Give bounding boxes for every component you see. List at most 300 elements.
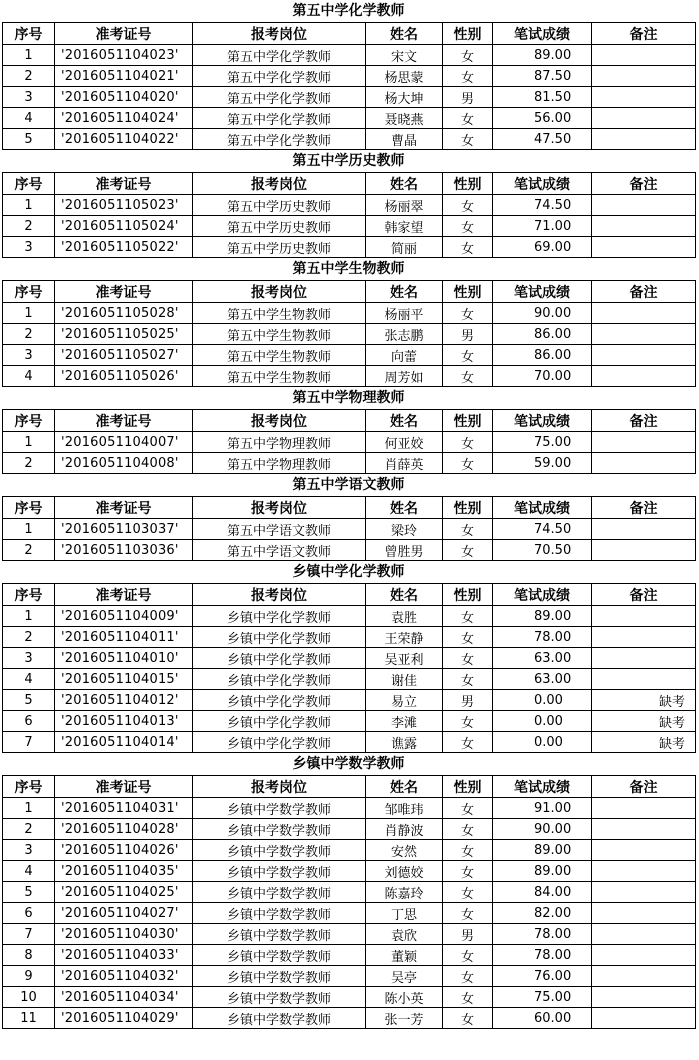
cell-name: 何亚姣 [366,432,443,453]
table-row [3,627,696,648]
header-seq: 序号 [3,497,55,519]
cell-gender: 女 [443,1008,493,1029]
table-row [3,669,696,690]
cell-gender: 女 [443,882,493,903]
section-title: 第五中学化学教师 [292,3,405,19]
cell-score: 89.00 [493,606,592,627]
header-id: 准考证号 [55,23,193,45]
cell-gender: 女 [443,129,493,150]
cell-score: 63.00 [493,648,592,669]
cell-score: 76.00 [493,966,592,987]
cell-score: 82.00 [493,903,592,924]
cell-score: 87.50 [493,66,592,87]
score-table [2,280,696,387]
cell-post: 第五中学语文教师 [193,540,366,561]
cell-id: '2016051104035' [55,861,193,882]
table-row [3,732,696,753]
header-gender: 性别 [443,776,493,798]
cell-name: 张一芳 [366,1008,443,1029]
cell-seq: 6 [3,903,55,924]
section-title: 第五中学语文教师 [292,477,405,493]
header-id: 准考证号 [55,776,193,798]
cell-note [592,648,696,669]
cell-score: 84.00 [493,882,592,903]
cell-post: 乡镇中学化学教师 [193,690,366,711]
cell-gender: 女 [443,540,493,561]
cell-score: 86.00 [493,324,592,345]
cell-seq: 6 [3,711,55,732]
cell-note [592,366,696,387]
cell-post: 乡镇中学数学教师 [193,840,366,861]
cell-seq: 4 [3,108,55,129]
cell-name: 袁欣 [366,924,443,945]
cell-id: '2016051104021' [55,66,193,87]
cell-score: 69.00 [493,237,592,258]
header-score: 笔试成绩 [493,281,592,303]
cell-name: 丁思 [366,903,443,924]
header-score: 笔试成绩 [493,776,592,798]
header-name: 姓名 [366,281,443,303]
cell-note [592,129,696,150]
header-seq: 序号 [3,281,55,303]
table-row [3,519,696,540]
header-row [3,410,696,432]
cell-score: 70.00 [493,366,592,387]
cell-score: 86.00 [493,345,592,366]
header-row [3,281,696,303]
cell-name: 简丽 [366,237,443,258]
cell-seq: 2 [3,66,55,87]
cell-note [592,1008,696,1029]
cell-note: 缺考 [592,690,696,711]
cell-post: 乡镇中学化学教师 [193,648,366,669]
cell-gender: 女 [443,108,493,129]
cell-note [592,669,696,690]
cell-post: 乡镇中学化学教师 [193,732,366,753]
header-id: 准考证号 [55,173,193,195]
table-row [3,345,696,366]
cell-score: 70.50 [493,540,592,561]
cell-id: '2016051104032' [55,966,193,987]
cell-name: 周芳如 [366,366,443,387]
cell-post: 乡镇中学化学教师 [193,711,366,732]
cell-gender: 女 [443,732,493,753]
header-post: 报考岗位 [193,281,366,303]
cell-name: 杨思蒙 [366,66,443,87]
cell-gender: 女 [443,945,493,966]
cell-id: '2016051105027' [55,345,193,366]
header-row [3,23,696,45]
cell-score: 90.00 [493,819,592,840]
score-table [2,496,696,561]
score-sheet [2,0,695,1029]
cell-gender: 女 [443,66,493,87]
header-seq: 序号 [3,584,55,606]
table-row [3,690,696,711]
header-id: 准考证号 [55,497,193,519]
cell-name: 易立 [366,690,443,711]
header-post: 报考岗位 [193,776,366,798]
cell-name: 韩家望 [366,216,443,237]
cell-id: '2016051104028' [55,819,193,840]
cell-gender: 女 [443,216,493,237]
cell-gender: 女 [443,711,493,732]
cell-post: 第五中学语文教师 [193,519,366,540]
cell-id: '2016051104007' [55,432,193,453]
cell-score: 91.00 [493,798,592,819]
cell-name: 曹晶 [366,129,443,150]
cell-post: 第五中学物理教师 [193,432,366,453]
cell-id: '2016051103036' [55,540,193,561]
header-name: 姓名 [366,584,443,606]
cell-note: 缺考 [592,711,696,732]
cell-id: '2016051104023' [55,45,193,66]
header-post: 报考岗位 [193,410,366,432]
cell-name: 肖薛英 [366,453,443,474]
cell-post: 乡镇中学数学教师 [193,819,366,840]
header-note: 备注 [592,173,696,195]
cell-id: '2016051104012' [55,690,193,711]
cell-id: '2016051105025' [55,324,193,345]
cell-id: '2016051104025' [55,882,193,903]
cell-gender: 女 [443,432,493,453]
cell-note [592,840,696,861]
table-row [3,819,696,840]
cell-id: '2016051104024' [55,108,193,129]
table-row [3,237,696,258]
header-post: 报考岗位 [193,584,366,606]
header-post: 报考岗位 [193,497,366,519]
table-row [3,648,696,669]
cell-note [592,819,696,840]
cell-id: '2016051105026' [55,366,193,387]
cell-name: 谢佳 [366,669,443,690]
cell-note [592,216,696,237]
cell-note [592,882,696,903]
cell-gender: 女 [443,627,493,648]
cell-post: 第五中学历史教师 [193,195,366,216]
header-name: 姓名 [366,173,443,195]
header-score: 笔试成绩 [493,23,592,45]
cell-gender: 男 [443,690,493,711]
cell-seq: 4 [3,861,55,882]
cell-post: 第五中学化学教师 [193,87,366,108]
cell-id: '2016051104022' [55,129,193,150]
header-post: 报考岗位 [193,173,366,195]
table-row [3,840,696,861]
cell-note [592,432,696,453]
cell-note [592,66,696,87]
cell-name: 张志鹏 [366,324,443,345]
header-gender: 性别 [443,281,493,303]
table-row [3,129,696,150]
cell-note [592,237,696,258]
cell-post: 第五中学化学教师 [193,45,366,66]
header-seq: 序号 [3,776,55,798]
header-id: 准考证号 [55,410,193,432]
cell-post: 乡镇中学数学教师 [193,798,366,819]
cell-gender: 女 [443,366,493,387]
header-name: 姓名 [366,410,443,432]
cell-note [592,945,696,966]
cell-post: 乡镇中学数学教师 [193,945,366,966]
cell-score: 56.00 [493,108,592,129]
cell-gender: 女 [443,648,493,669]
cell-id: '2016051105023' [55,195,193,216]
cell-name: 曾胜男 [366,540,443,561]
cell-name: 袁胜 [366,606,443,627]
cell-note [592,987,696,1008]
table-row [3,540,696,561]
cell-seq: 2 [3,627,55,648]
cell-name: 宋文 [366,45,443,66]
cell-name: 杨大坤 [366,87,443,108]
cell-note [592,903,696,924]
cell-gender: 女 [443,237,493,258]
cell-name: 聂晓燕 [366,108,443,129]
cell-name: 陈小英 [366,987,443,1008]
table-row [3,903,696,924]
cell-name: 陈嘉玲 [366,882,443,903]
cell-score: 71.00 [493,216,592,237]
cell-post: 乡镇中学数学教师 [193,903,366,924]
cell-seq: 4 [3,669,55,690]
score-table [2,775,696,1029]
header-name: 姓名 [366,23,443,45]
table-row [3,453,696,474]
header-row [3,584,696,606]
table-row [3,45,696,66]
cell-note [592,861,696,882]
header-seq: 序号 [3,173,55,195]
cell-id: '2016051104010' [55,648,193,669]
cell-gender: 女 [443,303,493,324]
cell-seq: 7 [3,924,55,945]
section-title: 乡镇中学化学教师 [292,564,405,580]
header-note: 备注 [592,281,696,303]
cell-seq: 7 [3,732,55,753]
cell-score: 89.00 [493,861,592,882]
cell-name: 刘德姣 [366,861,443,882]
table-row [3,924,696,945]
cell-post: 第五中学生物教师 [193,345,366,366]
table-row [3,987,696,1008]
cell-id: '2016051105024' [55,216,193,237]
cell-post: 第五中学化学教师 [193,129,366,150]
cell-note [592,924,696,945]
section-title: 乡镇中学数学教师 [292,756,405,772]
header-row [3,497,696,519]
cell-note [592,303,696,324]
cell-id: '2016051104029' [55,1008,193,1029]
table-row [3,87,696,108]
header-gender: 性别 [443,497,493,519]
header-note: 备注 [592,497,696,519]
cell-post: 第五中学历史教师 [193,237,366,258]
cell-id: '2016051103037' [55,519,193,540]
cell-post: 乡镇中学化学教师 [193,669,366,690]
cell-note [592,108,696,129]
cell-name: 王荣静 [366,627,443,648]
cell-seq: 3 [3,648,55,669]
cell-note [592,45,696,66]
cell-post: 乡镇中学化学教师 [193,627,366,648]
header-gender: 性别 [443,23,493,45]
cell-score: 60.00 [493,1008,592,1029]
table-row [3,1008,696,1029]
cell-score: 78.00 [493,924,592,945]
cell-seq: 2 [3,819,55,840]
cell-note [592,627,696,648]
cell-gender: 女 [443,966,493,987]
cell-score: 75.00 [493,987,592,1008]
cell-gender: 女 [443,669,493,690]
cell-score: 0.00 [493,690,592,711]
header-seq: 序号 [3,410,55,432]
score-table [2,172,696,258]
table-row [3,966,696,987]
cell-score: 90.00 [493,303,592,324]
header-gender: 性别 [443,584,493,606]
header-id: 准考证号 [55,281,193,303]
cell-gender: 女 [443,345,493,366]
cell-seq: 2 [3,540,55,561]
cell-post: 第五中学物理教师 [193,453,366,474]
cell-seq: 1 [3,519,55,540]
cell-gender: 女 [443,861,493,882]
cell-score: 78.00 [493,627,592,648]
cell-name: 吴亭 [366,966,443,987]
cell-post: 乡镇中学数学教师 [193,966,366,987]
cell-id: '2016051105028' [55,303,193,324]
cell-seq: 2 [3,324,55,345]
cell-post: 第五中学生物教师 [193,366,366,387]
cell-post: 乡镇中学化学教师 [193,606,366,627]
cell-seq: 1 [3,432,55,453]
cell-score: 75.00 [493,432,592,453]
header-post: 报考岗位 [193,23,366,45]
cell-score: 81.50 [493,87,592,108]
cell-name: 肖静波 [366,819,443,840]
table-row [3,66,696,87]
cell-gender: 女 [443,819,493,840]
cell-post: 第五中学生物教师 [193,324,366,345]
cell-id: '2016051104027' [55,903,193,924]
cell-seq: 11 [3,1008,55,1029]
cell-post: 乡镇中学数学教师 [193,924,366,945]
cell-score: 47.50 [493,129,592,150]
cell-note [592,87,696,108]
cell-name: 杨丽平 [366,303,443,324]
cell-post: 乡镇中学数学教师 [193,861,366,882]
cell-score: 74.50 [493,519,592,540]
cell-id: '2016051105022' [55,237,193,258]
cell-note [592,540,696,561]
cell-gender: 女 [443,453,493,474]
cell-gender: 男 [443,324,493,345]
cell-seq: 5 [3,690,55,711]
header-row [3,776,696,798]
table-row [3,366,696,387]
cell-seq: 4 [3,366,55,387]
table-row [3,216,696,237]
cell-note [592,453,696,474]
cell-name: 李滩 [366,711,443,732]
cell-post: 第五中学生物教师 [193,303,366,324]
header-name: 姓名 [366,776,443,798]
cell-post: 第五中学化学教师 [193,108,366,129]
cell-post: 乡镇中学数学教师 [193,1008,366,1029]
header-row [3,173,696,195]
table-row [3,798,696,819]
section-title: 第五中学历史教师 [292,153,405,169]
cell-name: 谯露 [366,732,443,753]
cell-id: '2016051104026' [55,840,193,861]
table-row [3,945,696,966]
cell-score: 89.00 [493,45,592,66]
cell-id: '2016051104008' [55,453,193,474]
cell-seq: 3 [3,87,55,108]
cell-note [592,798,696,819]
table-row [3,432,696,453]
header-note: 备注 [592,776,696,798]
cell-seq: 5 [3,882,55,903]
cell-seq: 1 [3,45,55,66]
table-row [3,303,696,324]
table-row [3,711,696,732]
cell-note [592,345,696,366]
cell-gender: 男 [443,87,493,108]
header-gender: 性别 [443,173,493,195]
cell-score: 59.00 [493,453,592,474]
header-score: 笔试成绩 [493,173,592,195]
cell-id: '2016051104033' [55,945,193,966]
cell-seq: 8 [3,945,55,966]
cell-note [592,195,696,216]
header-name: 姓名 [366,497,443,519]
score-table [2,583,696,753]
cell-seq: 1 [3,303,55,324]
cell-id: '2016051104009' [55,606,193,627]
cell-name: 安然 [366,840,443,861]
header-score: 笔试成绩 [493,497,592,519]
score-table [2,22,696,150]
cell-seq: 2 [3,216,55,237]
header-note: 备注 [592,23,696,45]
cell-id: '2016051104030' [55,924,193,945]
cell-gender: 女 [443,606,493,627]
cell-id: '2016051104014' [55,732,193,753]
cell-gender: 女 [443,840,493,861]
cell-seq: 3 [3,237,55,258]
header-score: 笔试成绩 [493,584,592,606]
cell-note [592,966,696,987]
cell-name: 董颖 [366,945,443,966]
cell-score: 0.00 [493,732,592,753]
table-row [3,108,696,129]
cell-note: 缺考 [592,732,696,753]
cell-name: 邹唯玮 [366,798,443,819]
table-row [3,324,696,345]
cell-note [592,519,696,540]
header-id: 准考证号 [55,584,193,606]
cell-gender: 女 [443,798,493,819]
header-gender: 性别 [443,410,493,432]
cell-score: 74.50 [493,195,592,216]
cell-note [592,606,696,627]
cell-post: 第五中学化学教师 [193,66,366,87]
cell-id: '2016051104034' [55,987,193,1008]
